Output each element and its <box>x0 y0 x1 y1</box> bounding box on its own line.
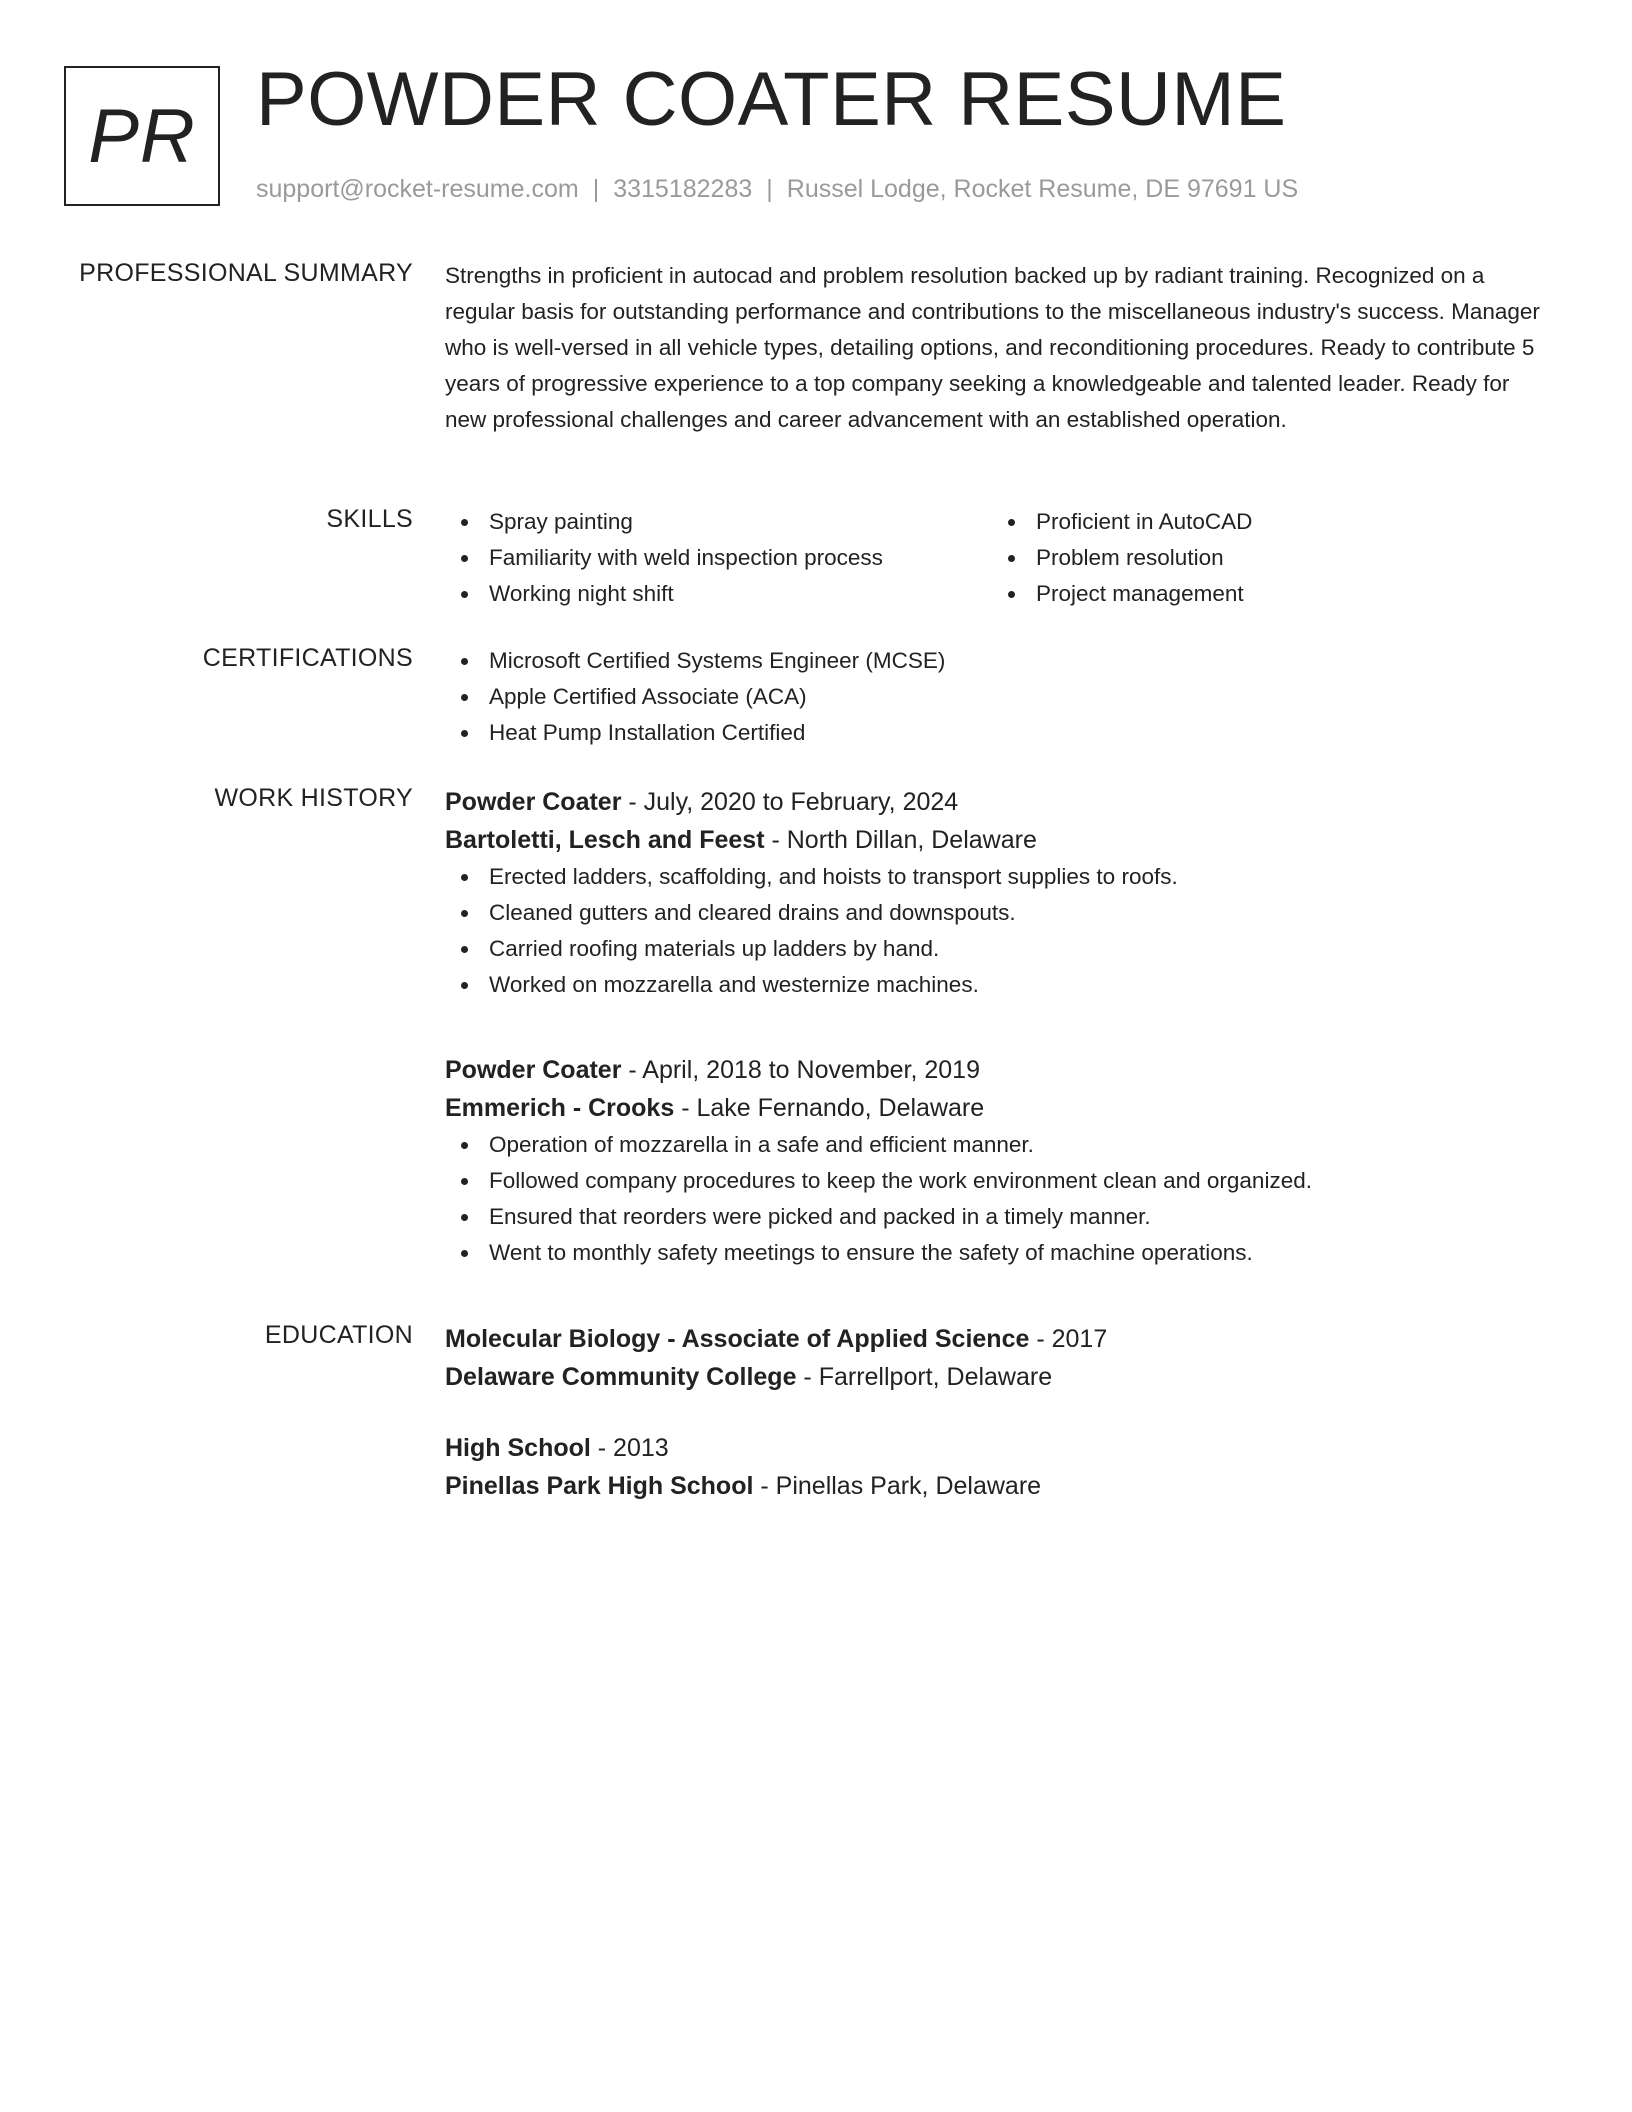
education-year: - 2013 <box>590 1434 669 1462</box>
education-degree-line <box>445 1320 1107 1358</box>
contact-line <box>256 174 1298 204</box>
skill-item: Working night shift <box>445 576 992 612</box>
job-duty-item: Carried roofing materials up ladders by hand. <box>445 931 1178 967</box>
skills-body <box>445 504 1545 612</box>
job-title: Powder Coater <box>445 1056 622 1084</box>
education-school: Delaware Community College <box>445 1363 797 1391</box>
job-dates: - April, 2018 to November, 2019 <box>621 1056 980 1084</box>
certification-item: Microsoft Certified Systems Engineer (MCSE) <box>445 643 1545 679</box>
job-title-line <box>445 1051 1312 1089</box>
contact-phone: 3315182283 <box>613 175 753 203</box>
job-duty-item: Worked on mozzarella and westernize machines. <box>445 967 1178 1003</box>
education-location: - Farrellport, Delaware <box>796 1363 1053 1391</box>
job-duty-item: Operation of mozzarella in a safe and efficient manner. <box>445 1127 1312 1163</box>
summary-text: Strengths in proficient in autocad and problem resolution backed up by radiant training. Recognized on a regular basis for outstanding performance and contributions to the miscellaneous industry's success. Manager who is well-versed in all vehicle types, detailing options, and reconditioning procedures. Ready to contribute 5 years of progressive experience to a top company seeking a knowledgeable and talented leader. Ready for new professional challenges and career advancement with an established operation. <box>445 263 1540 432</box>
work-history-heading: WORK HISTORY <box>214 784 413 812</box>
certification-item: Apple Certified Associate (ACA) <box>445 679 1545 715</box>
certifications-heading: CERTIFICATIONS <box>202 644 413 672</box>
job-title: Powder Coater <box>445 788 622 816</box>
job-dates: - July, 2020 to February, 2024 <box>621 788 959 816</box>
contact-email: support@rocket-resume.com <box>256 175 579 203</box>
education-school-line <box>445 1467 1041 1505</box>
job-company: Emmerich - Crooks <box>445 1094 675 1122</box>
education-school-line <box>445 1358 1107 1396</box>
job-location: - North Dillan, Delaware <box>764 826 1037 854</box>
job-duty-item: Followed company procedures to keep the work environment clean and organized. <box>445 1163 1312 1199</box>
job-company: Bartoletti, Lesch and Feest <box>445 826 765 854</box>
skills-heading: SKILLS <box>326 505 413 533</box>
education-year: - 2017 <box>1029 1325 1108 1353</box>
education-entry <box>445 1429 1041 1505</box>
skill-item: Proficient in AutoCAD <box>992 504 1539 540</box>
job-duties <box>445 859 1178 1003</box>
education-location: - Pinellas Park, Delaware <box>753 1472 1042 1500</box>
education-entry <box>445 1320 1107 1396</box>
skill-item: Spray painting <box>445 504 992 540</box>
job-location: - Lake Fernando, Delaware <box>674 1094 985 1122</box>
page-title: POWDER COATER RESUME <box>256 57 1287 142</box>
contact-separator: | <box>766 175 773 203</box>
education-heading: EDUCATION <box>264 1321 413 1349</box>
contact-separator: | <box>592 175 600 203</box>
summary-body <box>445 258 1545 438</box>
job-duties <box>445 1127 1312 1271</box>
education-degree: High School <box>445 1434 591 1462</box>
job-company-line <box>445 1089 1312 1127</box>
skills-columns <box>445 504 1545 612</box>
job-entry <box>445 783 1178 1003</box>
job-duty-item: Cleaned gutters and cleared drains and downspouts. <box>445 895 1178 931</box>
job-title-line <box>445 783 1178 821</box>
monogram-box <box>64 66 220 206</box>
summary-heading: PROFESSIONAL SUMMARY <box>79 259 413 287</box>
job-duty-item: Went to monthly safety meetings to ensure the safety of machine operations. <box>445 1235 1312 1271</box>
certifications-body <box>445 643 1545 751</box>
education-school: Pinellas Park High School <box>445 1472 754 1500</box>
job-duty-item: Erected ladders, scaffolding, and hoists to transport supplies to roofs. <box>445 859 1178 895</box>
skill-item: Problem resolution <box>992 540 1539 576</box>
skill-item: Familiarity with weld inspection process <box>445 540 992 576</box>
skill-item: Project management <box>992 576 1539 612</box>
monogram-initials: PR <box>88 93 196 179</box>
certification-item: Heat Pump Installation Certified <box>445 715 1545 751</box>
job-duty-item: Ensured that reorders were picked and packed in a timely manner. <box>445 1199 1312 1235</box>
education-degree-line <box>445 1429 1041 1467</box>
skills-column-left <box>445 504 992 612</box>
contact-address: Russel Lodge, Rocket Resume, DE 97691 US <box>786 175 1299 203</box>
skills-column-right <box>992 504 1539 612</box>
job-company-line <box>445 821 1178 859</box>
education-degree: Molecular Biology - Associate of Applied Science <box>445 1325 1030 1353</box>
job-entry <box>445 1051 1312 1271</box>
